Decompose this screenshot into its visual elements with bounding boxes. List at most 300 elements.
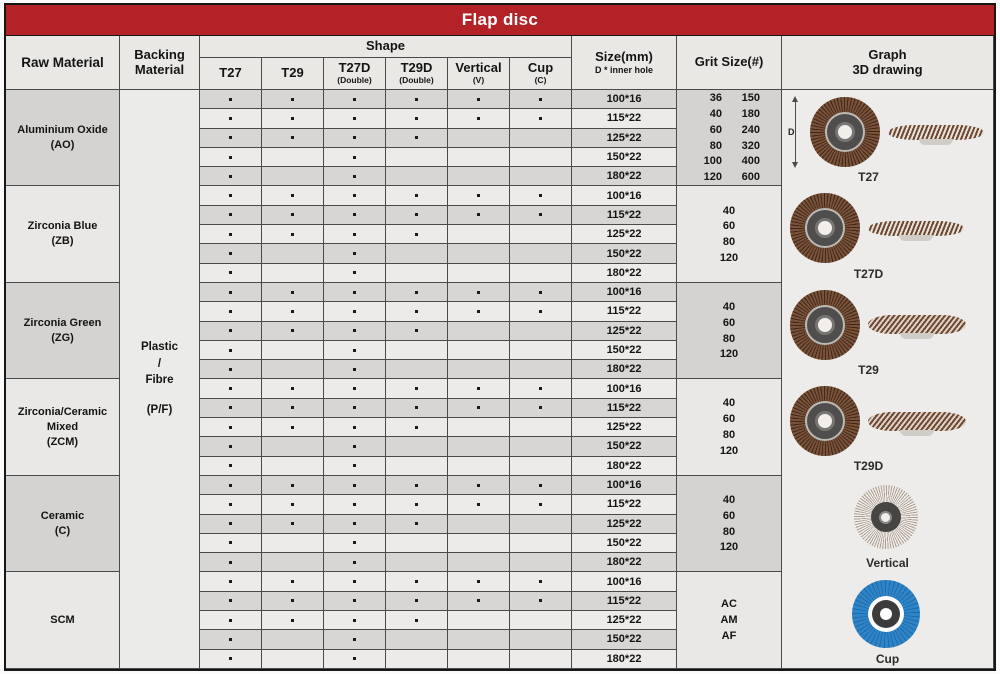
shape-availability-cell [324,457,386,476]
availability-dot [229,580,232,583]
size-cell: 115*22 [572,399,677,418]
grit-value: 120 [719,541,739,554]
availability-dot [415,387,418,390]
shape-availability-cell [324,553,386,572]
shape-availability-cell [386,534,448,553]
shape-availability-cell [510,225,572,244]
availability-dot [291,310,294,313]
shape-availability-cell [324,302,386,321]
shape-availability-cell [510,264,572,283]
availability-dot [415,426,418,429]
availability-dot [229,310,232,313]
availability-dot [415,580,418,583]
shape-availability-cell [324,379,386,398]
availability-dot [353,445,356,448]
grit-value: 320 [741,139,760,152]
size-cell: 150*22 [572,244,677,263]
shape-availability-cell [386,264,448,283]
shape-availability-cell [200,186,262,205]
disc-hub [805,208,845,248]
shape-availability-cell [386,399,448,418]
shape-availability-cell [386,630,448,649]
grit-value: 120 [719,251,739,264]
shape-availability-cell [510,360,572,379]
shape-availability-cell [386,148,448,167]
availability-dot [415,98,418,101]
shape-availability-cell [324,437,386,456]
shape-availability-cell [262,264,324,283]
table-grid [6,36,994,669]
shape-availability-cell [448,264,510,283]
size-cell: 115*22 [572,206,677,225]
shape-availability-cell [448,225,510,244]
shape-availability-cell [510,148,572,167]
size-cell: 115*22 [572,495,677,514]
shape-availability-cell [386,457,448,476]
dimension-label: D [788,127,795,138]
availability-dot [539,117,542,120]
availability-dot [353,657,356,660]
shape-availability-cell [200,437,262,456]
grit-value: 120 [703,171,722,184]
size-cell: 125*22 [572,418,677,437]
disc-hub [871,502,901,532]
availability-dot [477,484,480,487]
shape-column-label: Cup [527,60,554,76]
availability-dot [229,368,232,371]
shape-availability-cell [448,553,510,572]
availability-dot [353,117,356,120]
shape-availability-cell [386,553,448,572]
shape-column-sublabel: (V) [472,75,485,86]
disc-hub [805,401,845,441]
shape-availability-cell [200,379,262,398]
disc-hub [825,112,865,152]
availability-dot [353,291,356,294]
shape-availability-cell [262,457,324,476]
grit-line [720,250,738,266]
shape-availability-cell [510,283,572,302]
material-name: Zirconia Green [23,316,102,329]
backing-material-line: (P/F) [146,404,173,417]
shape-availability-cell [200,360,262,379]
shape-availability-cell [386,109,448,128]
shape-availability-cell [510,437,572,456]
shape-availability-cell [448,148,510,167]
graph-item-t27 [782,90,993,186]
size-cell: 180*22 [572,457,677,476]
col-header-raw-material [6,36,120,90]
disc-center-nut [815,315,835,335]
availability-dot [291,599,294,602]
grit-value: 40 [722,204,736,217]
shape-availability-cell [262,360,324,379]
shape-availability-cell [324,264,386,283]
availability-dot [353,329,356,332]
graph-item-label: T27 [858,170,879,185]
size-cell: 180*22 [572,650,677,669]
shape-availability-cell [200,129,262,148]
material-name: SCM [50,613,75,626]
size-cell: 150*22 [572,341,677,360]
availability-dot [229,445,232,448]
shape-availability-cell [200,302,262,321]
grit-line [720,443,738,459]
shape-availability-cell [386,418,448,437]
shape-availability-cell [448,283,510,302]
shape-availability-cell [262,129,324,148]
grit-value: 80 [722,332,736,345]
availability-dot [229,464,232,467]
availability-dot [353,368,356,371]
availability-dot [415,291,418,294]
shape-availability-cell [200,630,262,649]
grit-value: 100 [703,155,722,168]
shape-availability-cell [510,592,572,611]
grit-line [723,508,735,524]
material-abbr: (C) [54,524,71,537]
shape-availability-cell [262,572,324,591]
shape-availability-cell [448,206,510,225]
shape-availability-cell [386,90,448,109]
col-header-shape-t27d [324,58,386,90]
availability-dot [415,329,418,332]
shape-availability-cell [262,650,324,669]
graph-item-t29 [782,283,993,379]
shape-availability-cell [448,322,510,341]
grit-line [723,218,735,234]
availability-dot [229,426,232,429]
availability-dot [353,213,356,216]
shape-availability-cell [262,244,324,263]
shape-column-label: T27D [338,60,371,76]
shape-availability-cell [200,650,262,669]
availability-dot [539,599,542,602]
availability-dot [229,194,232,197]
availability-dot [229,329,232,332]
grit-line [723,492,735,508]
shape-availability-cell [200,283,262,302]
size-cell: 100*16 [572,476,677,495]
shape-availability-cell [200,244,262,263]
cup-disc [852,580,920,648]
shape-availability-cell [510,90,572,109]
availability-dot [229,252,232,255]
graph-item-label: Cup [875,651,900,666]
shape-availability-cell [262,167,324,186]
availability-dot [291,233,294,236]
availability-dot [415,619,418,622]
title-bar [6,5,994,36]
shape-availability-cell [200,148,262,167]
shape-availability-cell [386,611,448,630]
availability-dot [477,98,480,101]
flap-disc-side-view [888,125,984,140]
graph-column [782,90,994,669]
grit-cell [677,186,782,282]
shape-availability-cell [448,515,510,534]
availability-dot [229,619,232,622]
shape-availability-cell [386,283,448,302]
shape-availability-cell [510,244,572,263]
availability-dot [291,194,294,197]
shape-availability-cell [324,244,386,263]
shape-availability-cell [386,322,448,341]
shape-availability-cell [200,167,262,186]
shape-availability-cell [386,572,448,591]
availability-dot [229,387,232,390]
grit-line [723,203,735,219]
raw-material-header-label: Raw Material [21,54,104,70]
availability-dot [353,619,356,622]
flap-disc-side-view [868,315,966,334]
availability-dot [229,117,232,120]
shape-availability-cell [386,437,448,456]
shape-availability-cell [200,322,262,341]
backing-material-line: / [157,357,162,370]
grit-value: AF [721,629,737,642]
availability-dot [291,98,294,101]
availability-dot [415,310,418,313]
shape-availability-cell [448,360,510,379]
availability-dot [477,117,480,120]
shape-availability-cell [324,109,386,128]
shape-availability-cell [262,341,324,360]
disc-hub [872,600,900,628]
material-abbr: (ZG) [51,331,74,344]
shape-availability-cell [324,495,386,514]
graph-item-label: T27D [853,266,884,281]
vertical-disc [854,485,918,549]
shape-availability-cell [448,379,510,398]
shape-availability-cell [262,611,324,630]
shape-availability-cell [448,592,510,611]
availability-dot [477,213,480,216]
availability-dot [415,194,418,197]
shape-availability-cell [448,244,510,263]
shape-column-label: T29 [281,65,304,81]
col-header-shape-cup [510,58,572,90]
flap-disc-front [810,97,880,167]
shape-availability-cell [324,630,386,649]
availability-dot [353,194,356,197]
size-cell: 180*22 [572,167,677,186]
size-cell: 125*22 [572,225,677,244]
availability-dot [229,406,232,409]
shape-availability-cell [324,360,386,379]
material-cell [6,90,120,186]
availability-dot [291,503,294,506]
shape-availability-cell [386,515,448,534]
availability-dot [539,291,542,294]
shape-availability-cell [510,322,572,341]
availability-dot [353,252,356,255]
shape-availability-cell [510,109,572,128]
shape-availability-cell [324,534,386,553]
graph-item-label: T29 [858,362,879,377]
dimension-marker [790,96,802,168]
col-header-shape-t29 [262,58,324,90]
graph-header-line1: Graph [868,46,907,62]
material-cell [6,186,120,282]
shape-availability-cell [324,399,386,418]
availability-dot [229,136,232,139]
shape-availability-cell [200,592,262,611]
shape-availability-cell [510,534,572,553]
availability-dot [477,406,480,409]
availability-dot [539,406,542,409]
shape-availability-cell [324,186,386,205]
availability-dot [477,194,480,197]
availability-dot [353,233,356,236]
availability-dot [477,387,480,390]
shape-availability-cell [448,650,510,669]
grit-value: 36 [709,92,722,105]
grit-line [721,596,737,612]
grit-value: 40 [709,108,722,121]
material-abbr: (AO) [50,138,75,151]
shape-availability-cell [448,90,510,109]
shape-availability-cell [386,476,448,495]
availability-dot [477,580,480,583]
col-header-shape [200,36,572,58]
shape-availability-cell [200,553,262,572]
availability-dot [539,580,542,583]
grit-line [698,122,760,138]
graph-item-t27d [782,186,993,282]
disc-hub [805,305,845,345]
availability-dot [229,484,232,487]
shape-availability-cell [324,129,386,148]
disc-center-hole [880,608,892,620]
size-cell: 180*22 [572,553,677,572]
shape-availability-cell [510,553,572,572]
availability-dot [353,599,356,602]
shape-availability-cell [324,418,386,437]
disc-outer-ring [868,596,904,632]
shape-availability-cell [448,611,510,630]
material-cell [6,283,120,379]
shape-availability-cell [448,418,510,437]
dimension-arrow-up [792,96,798,102]
backing-material-cell [120,90,200,669]
availability-dot [353,503,356,506]
size-cell: 115*22 [572,109,677,128]
shape-availability-cell [448,186,510,205]
availability-dot [353,522,356,525]
availability-dot [353,406,356,409]
availability-dot [229,541,232,544]
shape-availability-cell [200,495,262,514]
size-cell: 125*22 [572,515,677,534]
shape-availability-cell [448,109,510,128]
shape-availability-cell [448,341,510,360]
shape-availability-cell [448,630,510,649]
availability-dot [229,175,232,178]
availability-dot [353,349,356,352]
availability-dot [415,406,418,409]
shape-availability-cell [510,129,572,148]
shape-availability-cell [262,418,324,437]
shape-availability-cell [324,206,386,225]
availability-dot [291,387,294,390]
grit-cell [677,283,782,379]
shape-availability-cell [386,341,448,360]
shape-availability-cell [262,592,324,611]
size-cell: 115*22 [572,302,677,321]
availability-dot [539,503,542,506]
shape-availability-cell [262,225,324,244]
shape-availability-cell [200,264,262,283]
shape-availability-cell [386,206,448,225]
spec-sheet [4,3,996,671]
shape-availability-cell [262,148,324,167]
grit-line [698,90,760,106]
grit-value: 60 [722,413,736,426]
grit-value: 80 [722,429,736,442]
col-header-grit-size [677,36,782,90]
grit-value: 80 [722,525,736,538]
disc-center-nut [835,122,855,142]
availability-dot [539,213,542,216]
disc-center-nut [815,411,835,431]
col-header-shape-vertical [448,58,510,90]
availability-dot [477,599,480,602]
shape-availability-cell [324,341,386,360]
shape-availability-cell [510,399,572,418]
grit-line [723,427,735,443]
grit-line [723,524,735,540]
shape-availability-cell [386,167,448,186]
availability-dot [415,233,418,236]
availability-dot [229,349,232,352]
grit-value: 150 [741,92,760,105]
shape-availability-cell [200,418,262,437]
graph-item-vertical [782,475,993,571]
shape-availability-cell [262,495,324,514]
material-name: Zirconia/Ceramic Mixed [17,405,108,433]
grit-value: 40 [722,493,736,506]
grit-line [720,347,738,363]
material-name: Aluminium Oxide [17,123,108,136]
shape-availability-cell [448,495,510,514]
grit-value: 60 [722,316,736,329]
shape-availability-cell [324,148,386,167]
grit-value: AM [720,614,738,627]
grit-value: 600 [741,171,760,184]
availability-dot [229,599,232,602]
shape-availability-cell [510,167,572,186]
shape-availability-cell [448,476,510,495]
grit-cell [677,476,782,572]
grit-line [722,628,737,644]
shape-availability-cell [262,379,324,398]
grit-value: 60 [722,509,736,522]
shape-availability-cell [324,225,386,244]
availability-dot [415,503,418,506]
availability-dot [415,213,418,216]
availability-dot [477,310,480,313]
backing-material-line: Plastic [140,341,179,354]
availability-dot [353,638,356,641]
size-cell: 150*22 [572,534,677,553]
availability-dot [415,599,418,602]
shape-availability-cell [510,186,572,205]
shape-availability-cell [200,457,262,476]
grit-value: 40 [722,397,736,410]
grit-value: 80 [709,139,722,152]
grit-value: 80 [722,236,736,249]
